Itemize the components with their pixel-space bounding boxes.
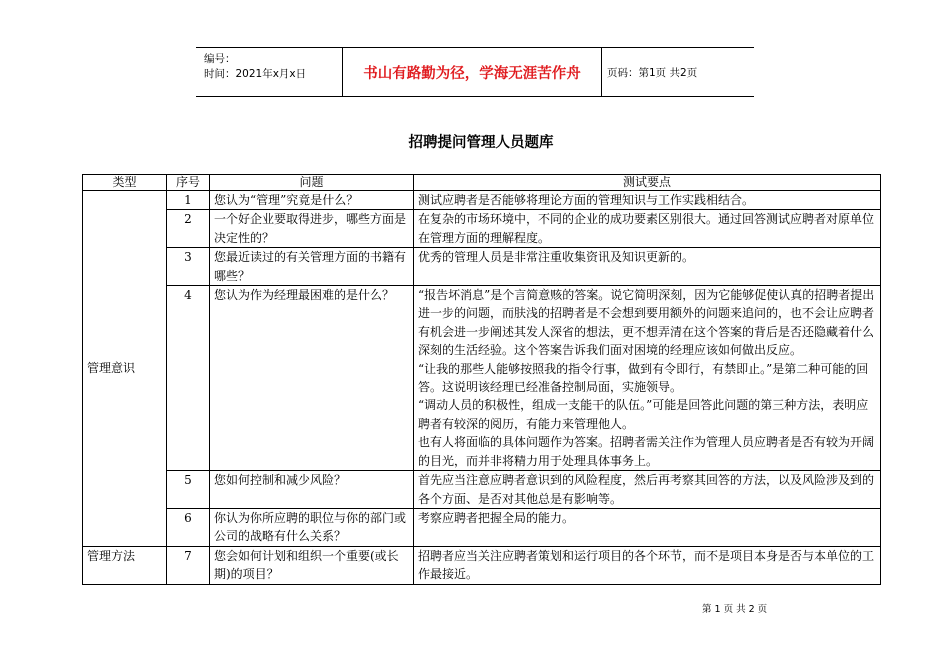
table-row [83,286,881,471]
category-cell: 管理方法 [83,546,167,584]
table-row [83,471,881,509]
question-cell: 你认为你所应聘的职位与你的部门或公司的战略有什么关系？ [210,508,414,546]
test-points-cell: 测试应聘者是否能够将理论方面的管理知识与工作实践相结合。 [414,191,881,210]
question-cell: 您认为作为经理最困难的是什么？ [210,286,414,471]
question-cell: 您认为“管理”究竟是什么？ [210,191,414,210]
document-title: 招聘提问管理人员题库 [408,135,554,151]
col-header-question: 问题 [210,175,414,191]
answer-paragraph: 也有人将面临的具体问题作为答案。招聘者需关注作为管理人员应聘者是否有较为开阔的目光，而并非将精力用于处理具体事务上。 [418,435,875,468]
header-motto: 书山有路勤为径，学海无涯苦作舟 [342,48,602,96]
row-number: 1 [167,191,210,210]
page-footer: 第 1 页 共 2 页 [702,604,768,615]
col-header-type: 类型 [83,175,167,191]
question-cell: 您如何控制和减少风险？ [210,471,414,509]
document-date: 时间：2021年x月x日 [204,68,307,80]
test-points-cell: 首先应当注意应聘者意识到的风险程度，然后再考察其回答的方法，以及风险涉及到的各个方面、是否对其他总是有影响等。 [414,471,881,509]
table-row [83,546,881,584]
test-points-cell: 考察应聘者把握全局的能力。 [414,508,881,546]
category-cell: 管理意识 [83,191,167,547]
answer-paragraph: “让我的那些人能够按照我的指令行事，做到有令即行，有禁即止。”是第二种可能的回答。这说明该经理已经准备控制局面，实施领导。 [418,361,869,395]
answer-paragraph: “调动人员的积极性，组成一支能干的队伍。”可能是回答此问题的第三种方法，表明应聘者有较深的阅历，有能力来管理他人。 [418,398,869,431]
question-cell: 您最近读过的有关管理方面的书籍有哪些？ [210,248,414,286]
question-cell: 一个好企业要取得进步，哪些方面是决定性的？ [210,210,414,248]
header-page-info: 页码：第1页 共2页 [607,66,698,79]
header-meta [196,48,342,96]
row-number: 2 [167,210,210,248]
table-row [83,248,881,286]
col-header-test-points: 测试要点 [414,175,881,191]
question-bank-table [82,174,881,585]
row-number: 7 [167,546,210,584]
test-points-cell [414,286,881,471]
answer-paragraph: “报告坏消息”是个言简意赅的答案。说它简明深刻，因为它能够促使认真的招聘者提出进一步的问题，而肤浅的招聘者是不会想到要用额外的问题来追问的，也不会让应聘者有机会进一步阐述其发人深省的想法，更不想弄清在这个答案的背后是否还隐藏着什么深刻的生活经验。这个答案告诉我们面对困境的经理应该如何做出反应。 [418,288,875,358]
question-cell: 您会如何计划和组织一个重要(或长期)的项目？ [210,546,414,584]
table-row [83,191,881,210]
document-number-label: 编号： [204,53,236,65]
row-number: 4 [167,286,210,471]
test-points-cell: 优秀的管理人员是非常注重收集资讯及知识更新的。 [414,248,881,286]
test-points-cell: 招聘者应当关注应聘者策划和运行项目的各个环节，而不是项目本身是否与本单位的工作最接近。 [414,546,881,584]
page-header [196,47,754,97]
row-number: 5 [167,471,210,509]
test-points-cell: 在复杂的市场环境中，不同的企业的成功要素区别很大。通过回答测试应聘者对原单位在管理方面的理解程度。 [414,210,881,248]
table-row [83,508,881,546]
col-header-number: 序号 [167,175,210,191]
table-row [83,210,881,248]
table-header-row [83,175,881,191]
row-number: 3 [167,248,210,286]
row-number: 6 [167,508,210,546]
